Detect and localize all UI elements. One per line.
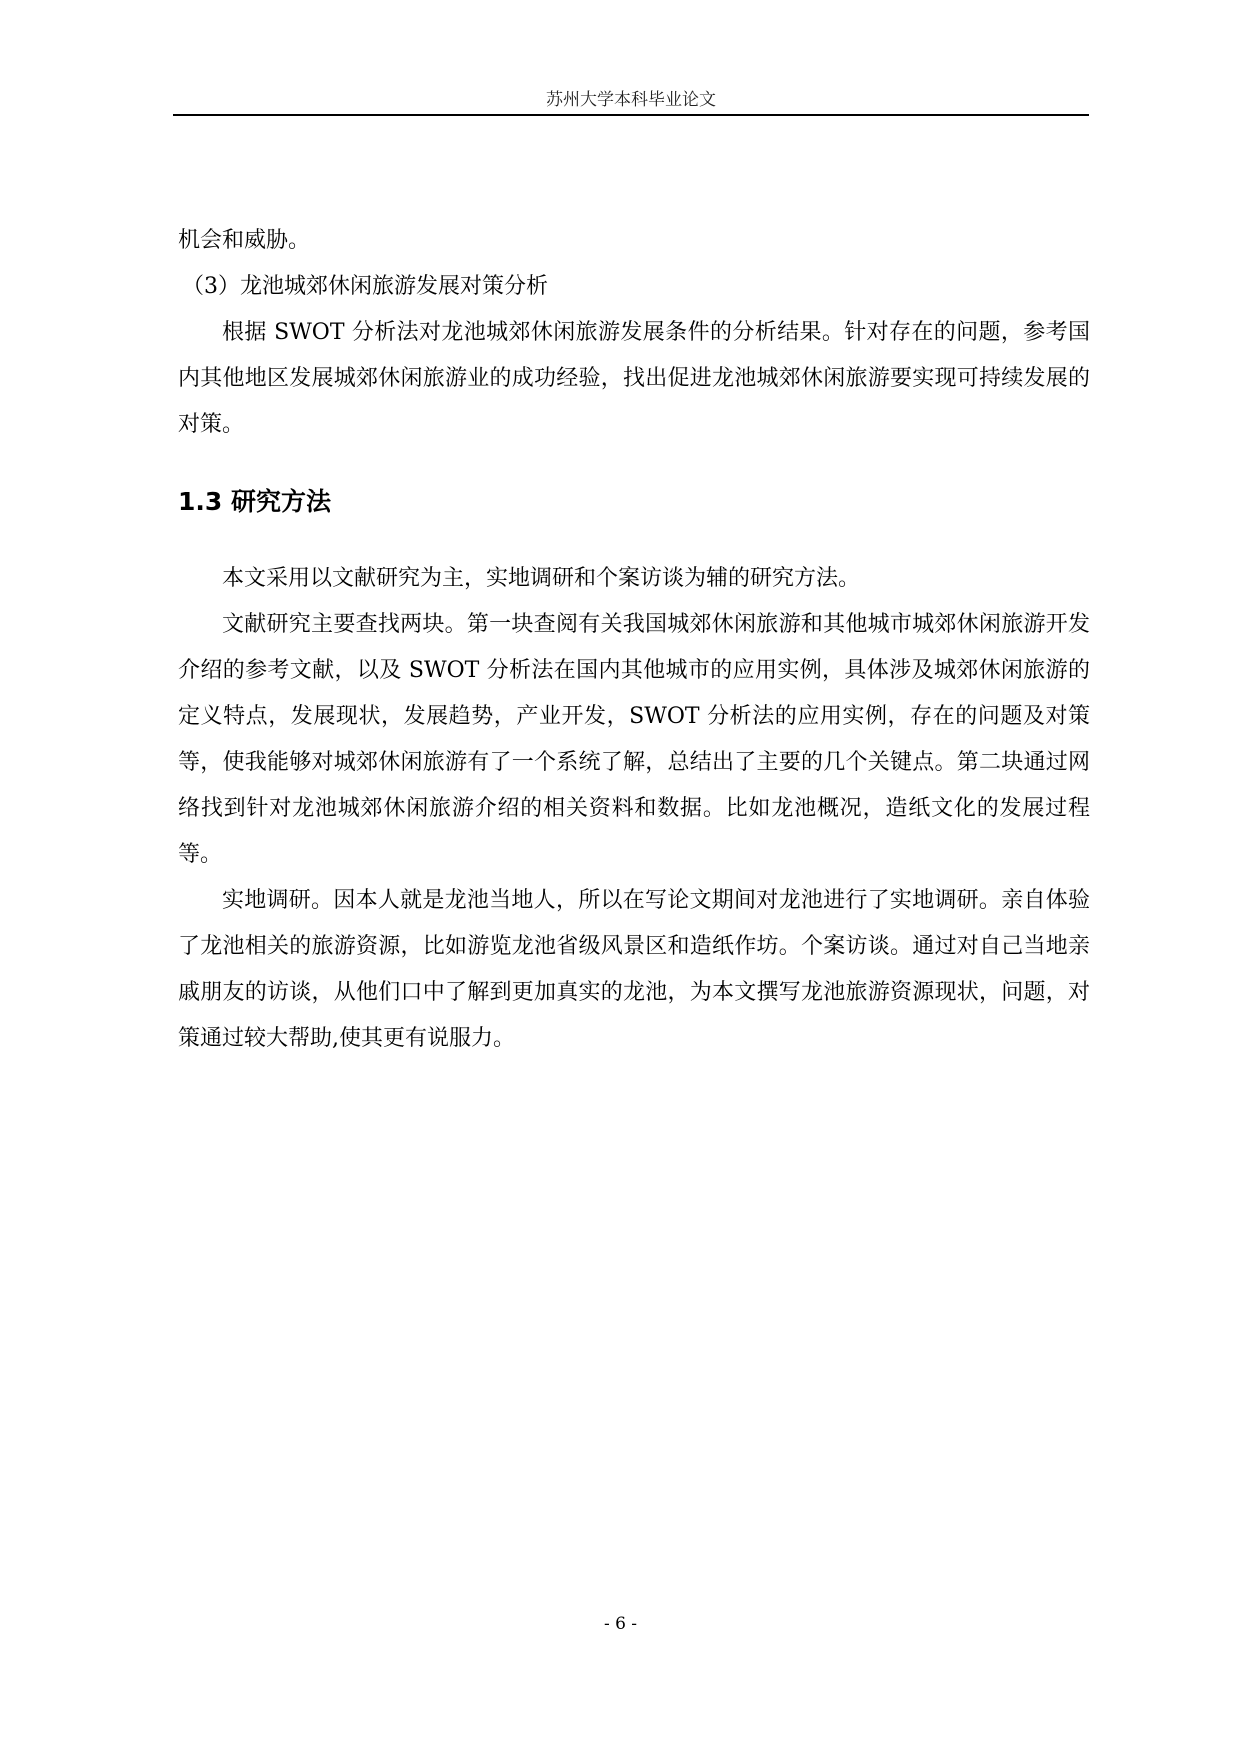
header-rule bbox=[173, 114, 1089, 116]
section-number: 1.3 bbox=[178, 487, 223, 516]
paragraph-1: 机会和威胁。 bbox=[178, 228, 311, 253]
header-title: 苏州大学本科毕业论文 bbox=[546, 90, 716, 110]
paragraph-method-intro: 本文采用以文献研究为主，实地调研和个案访谈为辅的研究方法。 bbox=[222, 566, 861, 591]
paragraph-field-research: 实地调研。因本人就是龙池当地人，所以在写论文期间对龙池进行了实地调研。亲自体验了龙池相关的旅游资源，比如游览龙池省级风景区和造纸作坊。个案访谈。通过对自己当地亲戚朋友的访谈，从他们口中了解到更加真实的龙池，为本文撰写龙池旅游资源现状，问题，对策通过较大帮助,使其更有说服力。 bbox=[178, 888, 1090, 1051]
paragraph-literature-research: 文献研究主要查找两块。第一块查阅有关我国城郊休闲旅游和其他城市城郊休闲旅游开发介绍的参考文献，以及 SWOT 分析法在国内其他城市的应用实例，具体涉及城郊休闲旅游的定义特点，发展现状，发展趋势，产业开发，SWOT 分析法的应用实例，存在的问题及对策等，使我能够对城郊休闲旅游有了一个系统了解，总结出了主要的几个关键点。第二块通过网络找到针对龙池城郊休闲旅游介绍的相关资料和数据。比如龙池概况，造纸文化的发展过程等。 bbox=[178, 612, 1090, 867]
section-title: 研究方法 bbox=[231, 487, 332, 516]
subheading-3: （3）龙池城郊休闲旅游发展对策分析 bbox=[182, 274, 548, 299]
paragraph-swot-analysis: 根据 SWOT 分析法对龙池城郊休闲旅游发展条件的分析结果。针对存在的问题，参考国内其他地区发展城郊休闲旅游业的成功经验，找出促进龙池城郊休闲旅游要实现可持续发展的对策。 bbox=[178, 320, 1090, 437]
section-heading bbox=[178, 482, 1090, 522]
page-number: - 6 - bbox=[603, 1614, 638, 1634]
page-header bbox=[173, 86, 1089, 116]
document-body bbox=[178, 218, 1090, 1062]
